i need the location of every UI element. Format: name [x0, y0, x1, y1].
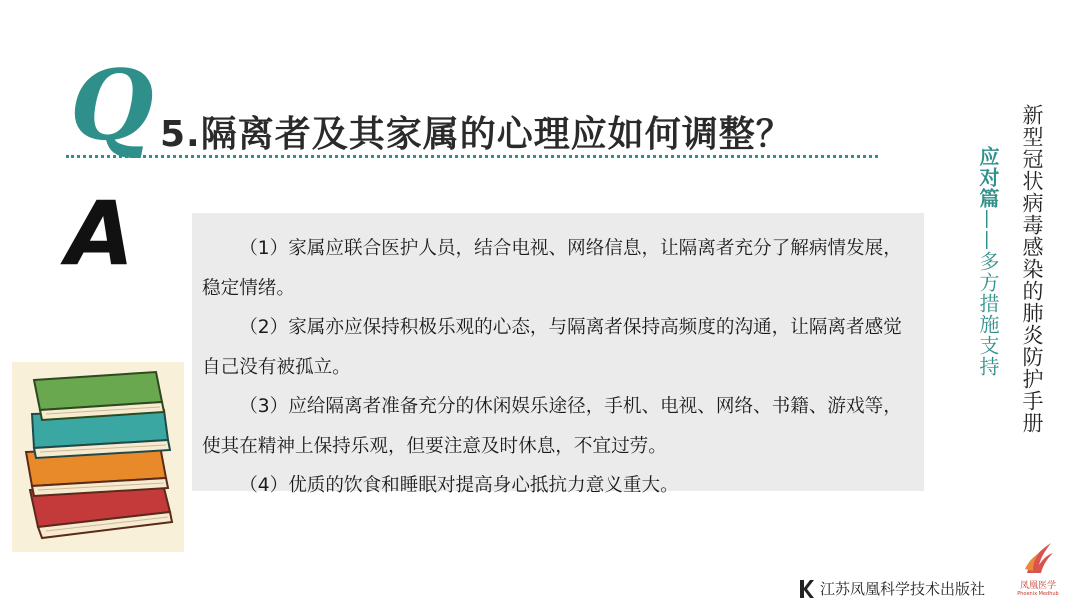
section-dash: ——: [976, 209, 1000, 251]
answer-paragraph-3: （3）应给隔离者准备充分的休闲娱乐途径，手机、电视、网络、书籍、游戏等，使其在精神上保持乐观，但要注意及时休息，不宜过劳。: [202, 396, 902, 457]
a-letter: A: [66, 182, 135, 285]
answer-paragraph-4: （4）优质的饮食和睡眠对提高身心抵抗力意义重大。: [239, 475, 679, 496]
answer-box: [192, 213, 924, 496]
books-illustration: [12, 362, 184, 552]
publisher-name: 江苏凤凰科学技术出版社: [820, 580, 986, 598]
book-title-vertical: 新型冠状病毒感染的肺炎防护手册: [1020, 104, 1044, 434]
phoenix-logo: [1016, 539, 1060, 605]
phoenix-logo-icon: [1021, 539, 1055, 577]
answer-paragraph-1: （1）家属应联合医护人员，结合电视、网络信息，让隔离者充分了解病情发展，稳定情绪。: [202, 238, 902, 299]
phoenix-logo-cn: 凤凰医学: [1019, 581, 1056, 591]
page-title: 5.隔离者及其家属的心理应如何调整？: [160, 114, 793, 155]
section-label: 应对篇: [976, 146, 1000, 209]
section-label-vertical: [976, 146, 1000, 377]
q-letter: Q: [70, 49, 154, 162]
footer-publisher: [798, 578, 985, 599]
title-divider: [66, 155, 878, 158]
answer-paragraph-2: （2）家属亦应保持积极乐观的心态，与隔离者保持高频度的沟通，让隔离者感觉自己没有被孤立。: [202, 317, 902, 378]
section-topic: 多方措施支持: [976, 251, 1000, 377]
publisher-logo-icon: [798, 579, 814, 599]
phoenix-logo-en: Phoenix Medhub: [1017, 591, 1059, 597]
